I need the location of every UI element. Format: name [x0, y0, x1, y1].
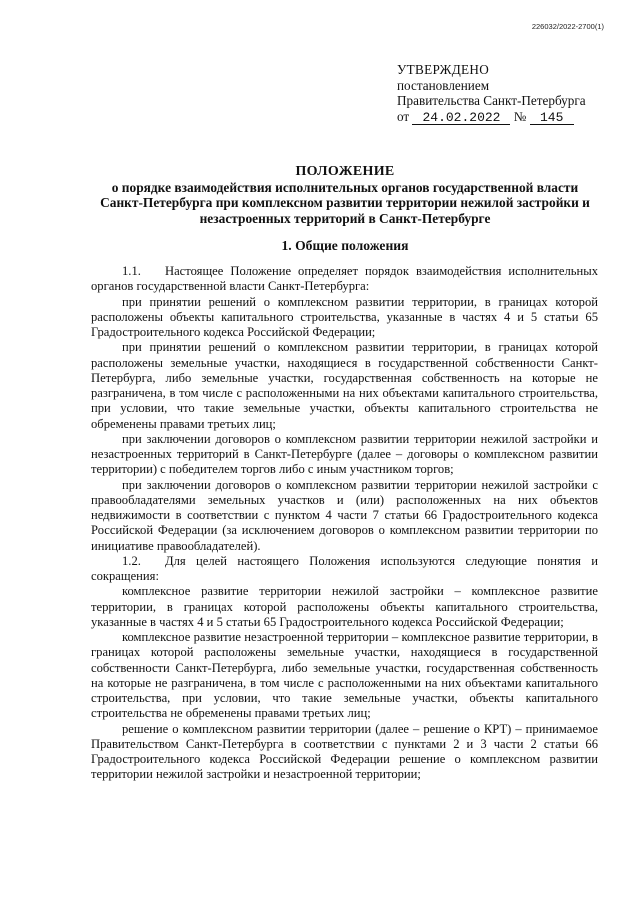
approval-date-line	[397, 109, 607, 125]
list-item: при заключении договоров о комплексном развитии территории нежилой застройки и незастроенных территорий в Санкт-Петербурге (далее – договоры о комплексном развитии территории) с победителем торгов либо с иным участником торгов;	[91, 431, 598, 477]
list-item: комплексное развитие незастроенной территории – комплексное развитие территории, в границах которой расположены земельные участки, находящиеся в государственной собственности Санкт-Петербурга, либо земельные участки, государственная собственность на которые не разграничена, в том числе с расположенными на них объектами капитального строительства, при условии, что такие земельные участки, объекты капитального строительства не обременены правами третьих лиц;	[91, 630, 598, 721]
list-item: решение о комплексном развитии территории (далее – решение о КРТ) – принимаемое Правительством Санкт-Петербурга в соответствии с пунктами 2 и 3 части 2 статьи 66 Градостроительного кодекса Российской Федерации решение о комплексном развитии территории нежилой застройки и незастроенной территории;	[91, 721, 598, 782]
approval-stamp	[397, 62, 607, 125]
paragraph-1-1	[91, 264, 598, 295]
clause-text: Настоящее Положение определяет порядок взаимодействия исполнительных органов государственной власти Санкт-Петербурга:	[91, 264, 598, 294]
from-label: от	[397, 108, 410, 124]
document-id: 226032/2022-2700(1)	[531, 22, 604, 31]
document-title	[90, 164, 600, 226]
list-item: при принятии решений о комплексном развитии территории, в границах которой расположены земельные участки, находящиеся в государственной собственности Санкт-Петербурга, либо земельные участки, государственная собственность на которые не разграничена, в том числе с расположенными на них объектами капитального строительства, при условии, что такие земельные участки, объекты капитального строительства не обременены правами третьих лиц;	[91, 340, 598, 431]
clause-text: Для целей настоящего Положения используются следующие понятия и сокращения:	[91, 553, 598, 583]
list-item: при принятии решений о комплексном развитии территории, в границах которой расположены объекты капитального строительства, указанные в частях 4 и 5 статьи 65 Градостроительного кодекса Российской Федерации;	[91, 294, 598, 339]
approval-number: 145	[530, 111, 574, 125]
title-subtitle: о порядке взаимодействия исполнительных органов государственной власти Санкт-Петербурга при комплексном развитии территории нежилой застройки и незастроенных территорий в Санкт-Петербурге	[100, 179, 590, 226]
list-item: при заключении договоров о комплексном развитии территории нежилой застройки с правообладателями земельных участков и (или) расположенных на них объектов недвижимости в соответствии с пунктом 4 части 7 статьи 66 Градостроительного кодекса Российской Федерации (за исключением договоров о комплексном развитии территории по инициативе правообладателей).	[91, 477, 598, 553]
approval-heading: УТВЕРЖДЕНО	[397, 62, 490, 77]
approval-line-2: Правительства Санкт-Петербурга	[397, 93, 586, 108]
clause-number: 1.1.	[122, 264, 141, 278]
section-heading: 1. Общие положения	[281, 238, 409, 253]
paragraph-1-2	[91, 554, 598, 585]
number-label: №	[513, 108, 527, 124]
list-item: комплексное развитие территории нежилой застройки – комплексное развитие территории, в границах которой расположены объекты капитального строительства, указанные в частях 4 и 5 статьи 65 Градостроительного кодекса Российской Федерации;	[91, 584, 598, 629]
title-main: ПОЛОЖЕНИЕ	[295, 164, 395, 179]
clause-number: 1.2.	[122, 553, 141, 568]
approval-line-1: постановлением	[397, 77, 490, 93]
approval-date: 24.02.2022	[412, 111, 510, 125]
document-body	[91, 264, 598, 783]
